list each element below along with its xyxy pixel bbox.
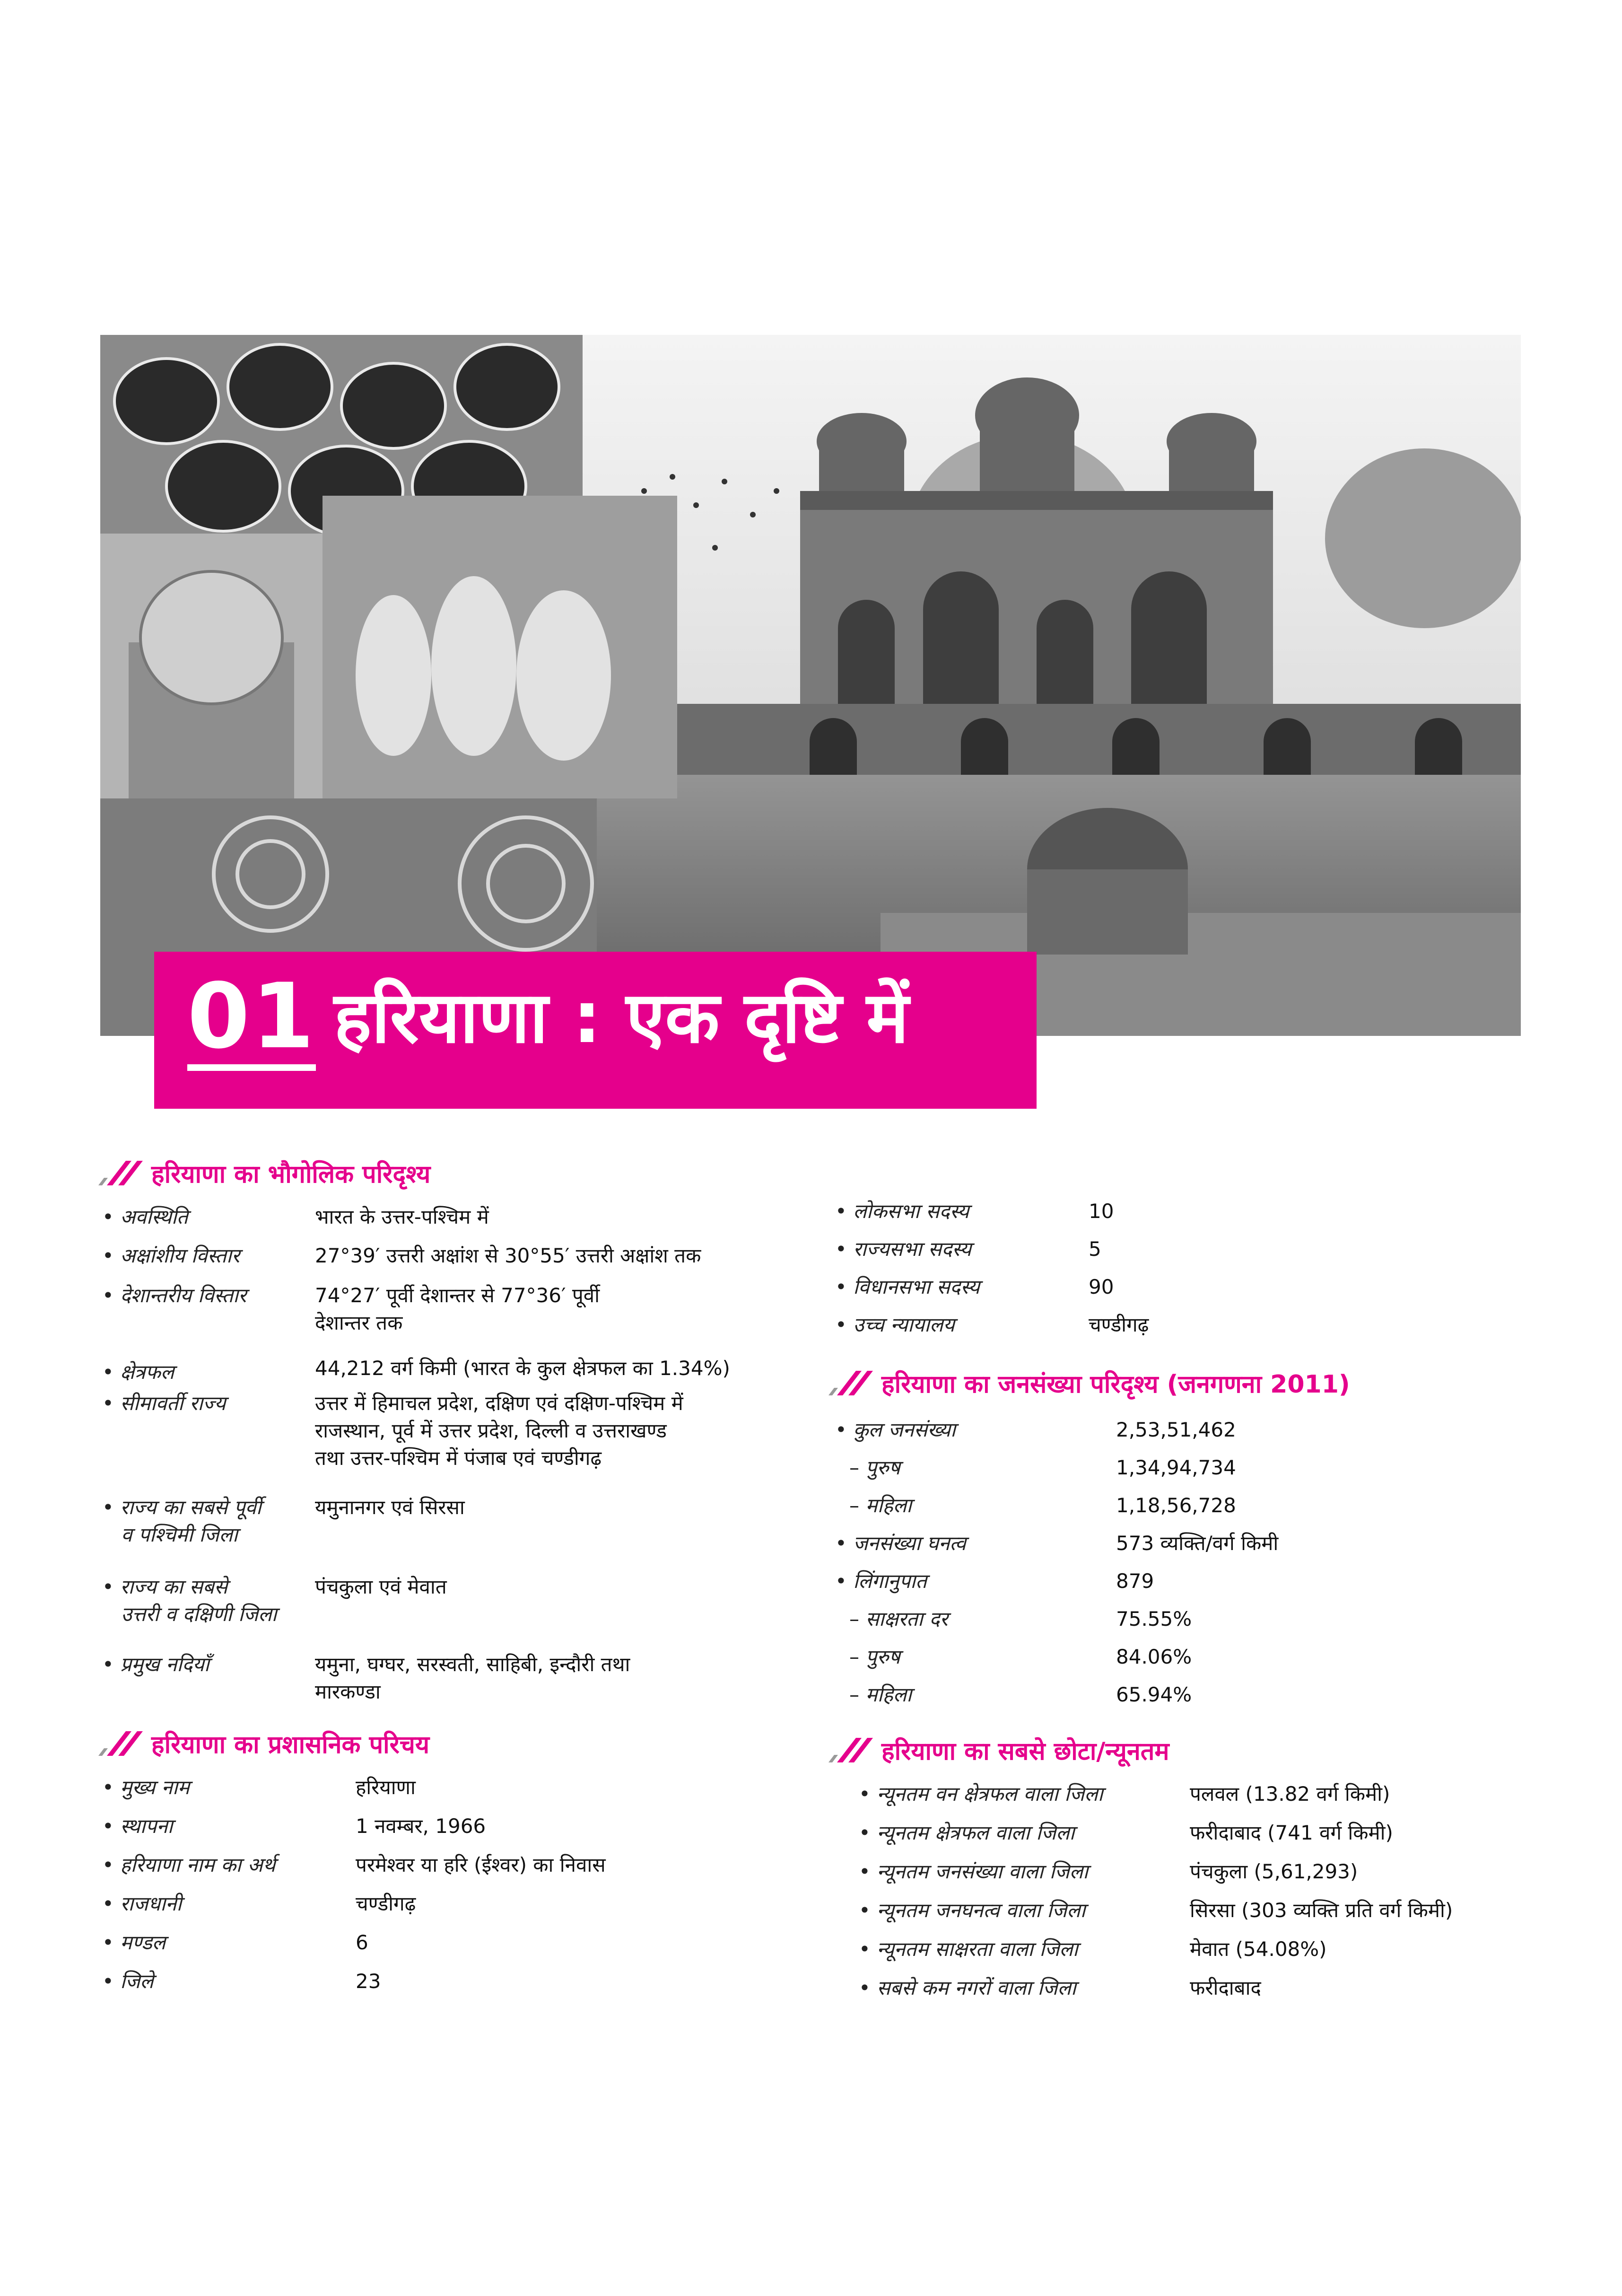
row-label: • लिंगानुपात bbox=[835, 1569, 927, 1593]
collage-illustration bbox=[100, 335, 1521, 1036]
row-label: • जनसंख्या घनत्व bbox=[835, 1532, 966, 1555]
row-value: 1,34,94,734 bbox=[1116, 1456, 1236, 1479]
row-value: 44,212 वर्ग किमी (भारत के कुल क्षेत्रफल का 1.34%) bbox=[315, 1357, 730, 1380]
row-label: • अवस्थिति bbox=[102, 1205, 188, 1228]
row-value: सिरसा (303 व्यक्ति प्रति वर्ग किमी) bbox=[1190, 1899, 1453, 1922]
row-label: • प्रमुख नदियाँ bbox=[102, 1653, 209, 1676]
row-label: • राजधानी bbox=[102, 1892, 182, 1915]
row-label: • उच्च न्यायालय bbox=[835, 1313, 955, 1336]
row-value: 90 bbox=[1089, 1275, 1114, 1298]
row-label: • राज्य का सबसे bbox=[102, 1575, 228, 1598]
row-value: 6 bbox=[356, 1931, 368, 1954]
row-value: चण्डीगढ़ bbox=[1089, 1313, 1149, 1336]
row-value: 10 bbox=[1089, 1200, 1114, 1223]
row-label: • मण्डल bbox=[102, 1931, 166, 1954]
row-value-line2: देशान्तर तक bbox=[315, 1311, 403, 1334]
row-value: पंचकुला एवं मेवात bbox=[315, 1575, 447, 1598]
row-label: • जिले bbox=[102, 1970, 154, 1993]
row-label: • स्थापना bbox=[102, 1814, 173, 1838]
row-value: 879 bbox=[1116, 1569, 1154, 1593]
row-value: उत्तर में हिमाचल प्रदेश, दक्षिण एवं दक्षिण-पश्चिम में bbox=[315, 1392, 683, 1415]
geo-section bbox=[97, 1154, 816, 1192]
row-value: पलवल (13.82 वर्ग किमी) bbox=[1190, 1782, 1390, 1805]
row-value: 2,53,51,462 bbox=[1116, 1418, 1236, 1441]
row-label: • न्यूनतम साक्षरता वाला जिला bbox=[859, 1937, 1078, 1961]
row-value: हरियाणा bbox=[356, 1776, 416, 1799]
chapter-title: हरियाणा : एक दृष्टि में bbox=[334, 977, 909, 1059]
row-value: 75.55% bbox=[1116, 1607, 1192, 1630]
geo-heading bbox=[97, 1154, 816, 1192]
row-label: • कुल जनसंख्या bbox=[835, 1418, 956, 1441]
population-heading-text: हरियाणा का जनसंख्या परिदृश्य (जनगणना 2011) bbox=[881, 1370, 1350, 1399]
row-label: – महिला bbox=[849, 1494, 912, 1517]
row-label: • हरियाणा नाम का अर्थ bbox=[102, 1853, 276, 1876]
row-label: • क्षेत्रफल bbox=[102, 1360, 174, 1384]
row-label: • न्यूनतम जनसंख्या वाला जिला bbox=[859, 1860, 1088, 1883]
row-value: 23 bbox=[356, 1970, 381, 1993]
row-label: • लोकसभा सदस्य bbox=[835, 1200, 969, 1223]
row-value: 84.06% bbox=[1116, 1645, 1192, 1668]
smallest-heading bbox=[828, 1731, 1537, 1769]
double-slash-icon bbox=[97, 1729, 145, 1758]
row-label: • राज्यसभा सदस्य bbox=[835, 1237, 972, 1261]
row-label: – महिला bbox=[849, 1683, 912, 1706]
row-value: 65.94% bbox=[1116, 1683, 1192, 1706]
double-slash-icon bbox=[828, 1369, 875, 1397]
row-label-line2: उत्तरी व दक्षिणी जिला bbox=[121, 1603, 277, 1626]
row-value-line2: राजस्थान, पूर्व में उत्तर प्रदेश, दिल्ली व उत्तराखण्ड bbox=[315, 1419, 667, 1442]
population-heading bbox=[828, 1364, 1537, 1402]
row-label: – पुरुष bbox=[849, 1456, 900, 1479]
row-value: पंचकुला (5,61,293) bbox=[1190, 1860, 1358, 1883]
double-slash-icon bbox=[828, 1736, 875, 1764]
row-value: चण्डीगढ़ bbox=[356, 1892, 416, 1915]
row-label: • देशान्तरीय विस्तार bbox=[102, 1284, 247, 1307]
row-label: • न्यूनतम जनघनत्व वाला जिला bbox=[859, 1899, 1086, 1922]
row-label: • अक्षांशीय विस्तार bbox=[102, 1244, 240, 1267]
row-value: 573 व्यक्ति/वर्ग किमी bbox=[1116, 1532, 1279, 1555]
admin-section bbox=[97, 1725, 816, 1762]
row-label: • विधानसभा सदस्य bbox=[835, 1275, 980, 1298]
row-label: • मुख्य नाम bbox=[102, 1776, 190, 1799]
row-label: • न्यूनतम वन क्षेत्रफल वाला जिला bbox=[859, 1782, 1103, 1805]
smallest-section bbox=[828, 1731, 1537, 1769]
population-section bbox=[828, 1364, 1537, 1402]
row-label: • न्यूनतम क्षेत्रफल वाला जिला bbox=[859, 1821, 1075, 1844]
row-label: • सीमावर्ती राज्य bbox=[102, 1392, 226, 1415]
geo-heading-text: हरियाणा का भौगोलिक परिदृश्य bbox=[151, 1160, 431, 1189]
row-value: यमुनानगर एवं सिरसा bbox=[315, 1496, 465, 1519]
row-label: – साक्षरता दर bbox=[849, 1607, 948, 1630]
row-value: यमुना, घग्घर, सरस्वती, साहिबी, इन्दौरी तथा bbox=[315, 1653, 630, 1676]
row-value-line3: तथा उत्तर-पश्चिम में पंजाब एवं चण्डीगढ़ bbox=[315, 1446, 602, 1470]
admin-heading bbox=[97, 1725, 816, 1762]
row-value: परमेश्वर या हरि (ईश्वर) का निवास bbox=[356, 1853, 606, 1876]
row-label: • सबसे कम नगरों वाला जिला bbox=[859, 1976, 1076, 1999]
row-value: 74°27′ पूर्वी देशान्तर से 77°36′ पूर्वी bbox=[315, 1284, 600, 1307]
row-value: फरीदाबाद (741 वर्ग किमी) bbox=[1190, 1821, 1393, 1844]
row-value: फरीदाबाद bbox=[1190, 1976, 1261, 1999]
row-label-line2: व पश्चिमी जिला bbox=[121, 1523, 238, 1546]
row-value: 5 bbox=[1089, 1237, 1101, 1261]
row-value: भारत के उत्तर-पश्चिम में bbox=[315, 1205, 489, 1228]
double-slash-icon bbox=[97, 1159, 145, 1187]
row-value-line2: मारकण्डा bbox=[315, 1680, 381, 1703]
admin-heading-text: हरियाणा का प्रशासनिक परिचय bbox=[151, 1730, 430, 1759]
smallest-heading-text: हरियाणा का सबसे छोटा/न्यूनतम bbox=[881, 1737, 1169, 1766]
header-photo-collage bbox=[100, 335, 1521, 1036]
chapter-title-banner bbox=[154, 952, 1037, 1109]
row-value: 1,18,56,728 bbox=[1116, 1494, 1236, 1517]
row-label: – पुरुष bbox=[849, 1645, 900, 1668]
chapter-number: 01 bbox=[187, 972, 316, 1071]
row-value: मेवात (54.08%) bbox=[1190, 1937, 1327, 1961]
row-label: • राज्य का सबसे पूर्वी bbox=[102, 1496, 262, 1519]
row-value: 1 नवम्बर, 1966 bbox=[356, 1814, 486, 1838]
row-value: 27°39′ उत्तरी अक्षांश से 30°55′ उत्तरी अक्षांश तक bbox=[315, 1244, 701, 1267]
